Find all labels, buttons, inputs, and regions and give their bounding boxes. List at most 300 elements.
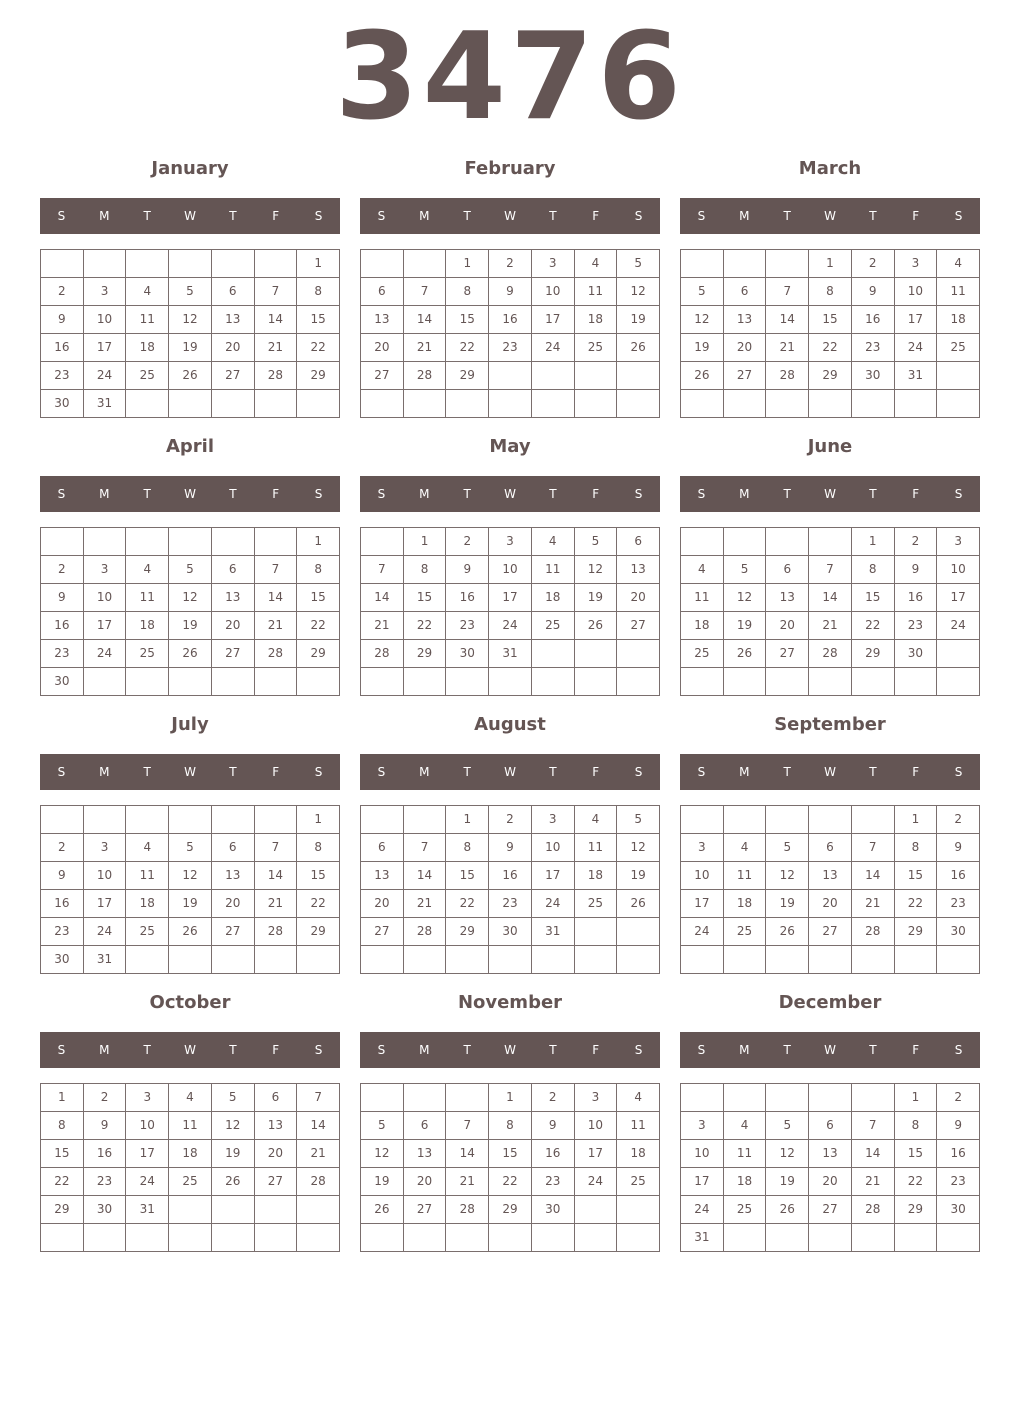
day-cell: 7 bbox=[297, 1084, 340, 1112]
empty-cell bbox=[852, 390, 895, 418]
day-cell: 31 bbox=[126, 1196, 169, 1224]
empty-cell bbox=[724, 390, 767, 418]
day-cell: 29 bbox=[297, 640, 340, 668]
day-cell: 19 bbox=[169, 334, 212, 362]
day-cell: 2 bbox=[852, 250, 895, 278]
day-cell: 20 bbox=[212, 890, 255, 918]
day-cell: 31 bbox=[532, 918, 575, 946]
day-cell: 29 bbox=[809, 362, 852, 390]
day-cell: 29 bbox=[489, 1196, 532, 1224]
day-cell: 9 bbox=[895, 556, 938, 584]
day-cell: 26 bbox=[169, 362, 212, 390]
day-cell: 28 bbox=[361, 640, 404, 668]
empty-cell bbox=[852, 1224, 895, 1252]
day-cell: 24 bbox=[575, 1168, 618, 1196]
weekday-label: M bbox=[99, 1043, 110, 1057]
empty-cell bbox=[937, 640, 980, 668]
day-cell: 25 bbox=[575, 334, 618, 362]
empty-cell bbox=[126, 250, 169, 278]
weekday-label: T bbox=[229, 487, 237, 501]
day-cell: 24 bbox=[84, 918, 127, 946]
weekday-label: T bbox=[549, 209, 557, 223]
empty-cell bbox=[212, 806, 255, 834]
weekday-label: T bbox=[229, 1043, 237, 1057]
day-cell: 15 bbox=[404, 584, 447, 612]
weekday-label: S bbox=[634, 765, 643, 779]
day-cell: 13 bbox=[212, 862, 255, 890]
day-cell: 3 bbox=[937, 528, 980, 556]
days-grid bbox=[40, 249, 340, 418]
day-cell: 15 bbox=[446, 862, 489, 890]
empty-cell bbox=[852, 668, 895, 696]
day-cell: 28 bbox=[404, 918, 447, 946]
empty-cell bbox=[404, 250, 447, 278]
day-cell: 8 bbox=[404, 556, 447, 584]
day-cell: 29 bbox=[446, 918, 489, 946]
day-cell: 5 bbox=[361, 1112, 404, 1140]
day-cell: 13 bbox=[617, 556, 660, 584]
day-cell: 4 bbox=[169, 1084, 212, 1112]
month-february bbox=[360, 150, 660, 418]
weekday-label: T bbox=[463, 487, 471, 501]
day-cell: 10 bbox=[681, 862, 724, 890]
weekday-header bbox=[360, 198, 660, 234]
empty-cell bbox=[575, 1224, 618, 1252]
empty-cell bbox=[575, 668, 618, 696]
day-cell: 6 bbox=[766, 556, 809, 584]
day-cell: 1 bbox=[297, 250, 340, 278]
day-cell: 31 bbox=[895, 362, 938, 390]
empty-cell bbox=[617, 668, 660, 696]
day-cell: 13 bbox=[766, 584, 809, 612]
empty-cell bbox=[575, 946, 618, 974]
weekday-label: S bbox=[377, 487, 386, 501]
empty-cell bbox=[681, 806, 724, 834]
empty-cell bbox=[937, 1224, 980, 1252]
day-cell: 20 bbox=[766, 612, 809, 640]
day-cell: 4 bbox=[126, 278, 169, 306]
day-cell: 19 bbox=[681, 334, 724, 362]
day-cell: 8 bbox=[895, 1112, 938, 1140]
day-cell: 18 bbox=[126, 334, 169, 362]
day-cell: 24 bbox=[532, 890, 575, 918]
empty-cell bbox=[766, 528, 809, 556]
day-cell: 29 bbox=[852, 640, 895, 668]
empty-cell bbox=[575, 1196, 618, 1224]
days-grid bbox=[40, 1083, 340, 1252]
day-cell: 17 bbox=[489, 584, 532, 612]
day-cell: 17 bbox=[575, 1140, 618, 1168]
day-cell: 13 bbox=[361, 862, 404, 890]
day-cell: 22 bbox=[297, 612, 340, 640]
day-cell: 20 bbox=[255, 1140, 298, 1168]
weekday-label: M bbox=[99, 209, 110, 223]
day-cell: 24 bbox=[532, 334, 575, 362]
empty-cell bbox=[255, 1196, 298, 1224]
day-cell: 15 bbox=[895, 1140, 938, 1168]
day-cell: 8 bbox=[895, 834, 938, 862]
day-cell: 29 bbox=[297, 362, 340, 390]
day-cell: 10 bbox=[84, 584, 127, 612]
day-cell: 13 bbox=[255, 1112, 298, 1140]
empty-cell bbox=[41, 250, 84, 278]
day-cell: 14 bbox=[852, 1140, 895, 1168]
day-cell: 22 bbox=[895, 890, 938, 918]
day-cell: 18 bbox=[724, 1168, 767, 1196]
day-cell: 17 bbox=[126, 1140, 169, 1168]
empty-cell bbox=[575, 918, 618, 946]
day-cell: 19 bbox=[617, 306, 660, 334]
empty-cell bbox=[681, 250, 724, 278]
day-cell: 20 bbox=[212, 334, 255, 362]
day-cell: 2 bbox=[41, 834, 84, 862]
day-cell: 22 bbox=[297, 334, 340, 362]
day-cell: 27 bbox=[361, 362, 404, 390]
day-cell: 19 bbox=[575, 584, 618, 612]
day-cell: 7 bbox=[446, 1112, 489, 1140]
day-cell: 18 bbox=[937, 306, 980, 334]
day-cell: 12 bbox=[169, 862, 212, 890]
month-january bbox=[40, 150, 340, 418]
empty-cell bbox=[681, 946, 724, 974]
day-cell: 14 bbox=[297, 1112, 340, 1140]
empty-cell bbox=[724, 668, 767, 696]
day-cell: 5 bbox=[766, 1112, 809, 1140]
day-cell: 3 bbox=[532, 806, 575, 834]
day-cell: 16 bbox=[41, 612, 84, 640]
day-cell: 27 bbox=[404, 1196, 447, 1224]
day-cell: 27 bbox=[212, 640, 255, 668]
weekday-label: W bbox=[824, 487, 836, 501]
empty-cell bbox=[41, 528, 84, 556]
day-cell: 28 bbox=[852, 1196, 895, 1224]
day-cell: 17 bbox=[895, 306, 938, 334]
weekday-label: M bbox=[739, 209, 750, 223]
day-cell: 15 bbox=[895, 862, 938, 890]
day-cell: 12 bbox=[617, 834, 660, 862]
day-cell: 4 bbox=[126, 556, 169, 584]
day-cell: 24 bbox=[681, 918, 724, 946]
day-cell: 2 bbox=[895, 528, 938, 556]
empty-cell bbox=[937, 668, 980, 696]
empty-cell bbox=[126, 668, 169, 696]
day-cell: 4 bbox=[126, 834, 169, 862]
day-cell: 10 bbox=[895, 278, 938, 306]
year-title: 3476 bbox=[335, 8, 685, 147]
weekday-label: W bbox=[824, 765, 836, 779]
weekday-label: S bbox=[697, 209, 706, 223]
weekday-label: T bbox=[549, 1043, 557, 1057]
day-cell: 13 bbox=[212, 584, 255, 612]
days-grid bbox=[40, 805, 340, 974]
day-cell: 18 bbox=[169, 1140, 212, 1168]
month-name: November bbox=[457, 992, 563, 1013]
day-cell: 9 bbox=[446, 556, 489, 584]
day-cell: 24 bbox=[84, 640, 127, 668]
weekday-label: W bbox=[184, 487, 196, 501]
day-cell: 10 bbox=[532, 834, 575, 862]
empty-cell bbox=[404, 390, 447, 418]
day-cell: 31 bbox=[84, 390, 127, 418]
empty-cell bbox=[361, 806, 404, 834]
day-cell: 15 bbox=[489, 1140, 532, 1168]
empty-cell bbox=[361, 390, 404, 418]
weekday-label: S bbox=[697, 487, 706, 501]
day-cell: 6 bbox=[361, 278, 404, 306]
day-cell: 9 bbox=[41, 862, 84, 890]
days-grid bbox=[680, 527, 980, 696]
day-cell: 25 bbox=[724, 918, 767, 946]
empty-cell bbox=[361, 528, 404, 556]
day-cell: 12 bbox=[169, 584, 212, 612]
empty-cell bbox=[809, 390, 852, 418]
day-cell: 27 bbox=[724, 362, 767, 390]
day-cell: 13 bbox=[809, 862, 852, 890]
month-name: July bbox=[171, 714, 209, 735]
day-cell: 23 bbox=[852, 334, 895, 362]
weekday-header bbox=[680, 198, 980, 234]
empty-cell bbox=[255, 806, 298, 834]
day-cell: 20 bbox=[617, 584, 660, 612]
day-cell: 28 bbox=[255, 362, 298, 390]
day-cell: 10 bbox=[575, 1112, 618, 1140]
empty-cell bbox=[681, 1084, 724, 1112]
day-cell: 7 bbox=[852, 1112, 895, 1140]
day-cell: 23 bbox=[41, 918, 84, 946]
day-cell: 9 bbox=[84, 1112, 127, 1140]
day-cell: 25 bbox=[937, 334, 980, 362]
day-cell: 11 bbox=[937, 278, 980, 306]
weekday-label: T bbox=[463, 1043, 471, 1057]
day-cell: 3 bbox=[84, 556, 127, 584]
empty-cell bbox=[489, 668, 532, 696]
day-cell: 22 bbox=[852, 612, 895, 640]
day-cell: 21 bbox=[446, 1168, 489, 1196]
month-name: June bbox=[807, 436, 853, 457]
day-cell: 18 bbox=[126, 890, 169, 918]
day-cell: 4 bbox=[681, 556, 724, 584]
empty-cell bbox=[404, 668, 447, 696]
day-cell: 1 bbox=[895, 1084, 938, 1112]
day-cell: 5 bbox=[681, 278, 724, 306]
empty-cell bbox=[532, 362, 575, 390]
day-cell: 23 bbox=[532, 1168, 575, 1196]
day-cell: 3 bbox=[126, 1084, 169, 1112]
empty-cell bbox=[255, 250, 298, 278]
weekday-label: S bbox=[697, 1043, 706, 1057]
day-cell: 21 bbox=[852, 1168, 895, 1196]
empty-cell bbox=[617, 1224, 660, 1252]
day-cell: 4 bbox=[937, 250, 980, 278]
day-cell: 11 bbox=[575, 278, 618, 306]
day-cell: 17 bbox=[937, 584, 980, 612]
weekday-label: S bbox=[57, 765, 66, 779]
weekday-label: S bbox=[314, 1043, 323, 1057]
empty-cell bbox=[809, 1084, 852, 1112]
day-cell: 6 bbox=[212, 556, 255, 584]
day-cell: 25 bbox=[126, 918, 169, 946]
day-cell: 4 bbox=[724, 1112, 767, 1140]
empty-cell bbox=[489, 390, 532, 418]
day-cell: 9 bbox=[41, 306, 84, 334]
empty-cell bbox=[489, 946, 532, 974]
day-cell: 16 bbox=[532, 1140, 575, 1168]
day-cell: 29 bbox=[41, 1196, 84, 1224]
weekday-header bbox=[360, 1032, 660, 1068]
empty-cell bbox=[852, 946, 895, 974]
day-cell: 3 bbox=[681, 834, 724, 862]
day-cell: 8 bbox=[297, 556, 340, 584]
empty-cell bbox=[255, 1224, 298, 1252]
weekday-label: F bbox=[592, 487, 600, 501]
day-cell: 2 bbox=[489, 806, 532, 834]
day-cell: 29 bbox=[404, 640, 447, 668]
day-cell: 8 bbox=[297, 278, 340, 306]
day-cell: 14 bbox=[404, 306, 447, 334]
empty-cell bbox=[617, 918, 660, 946]
weekday-label: T bbox=[143, 1043, 151, 1057]
weekday-label: M bbox=[739, 1043, 750, 1057]
weekday-label: T bbox=[869, 765, 877, 779]
day-cell: 16 bbox=[937, 1140, 980, 1168]
day-cell: 27 bbox=[809, 1196, 852, 1224]
weekday-label: F bbox=[272, 1043, 280, 1057]
weekday-label: M bbox=[99, 765, 110, 779]
weekday-label: F bbox=[912, 1043, 920, 1057]
days-grid bbox=[40, 527, 340, 696]
empty-cell bbox=[212, 946, 255, 974]
empty-cell bbox=[766, 668, 809, 696]
empty-cell bbox=[681, 668, 724, 696]
empty-cell bbox=[895, 668, 938, 696]
month-name: May bbox=[489, 436, 531, 457]
empty-cell bbox=[575, 362, 618, 390]
day-cell: 21 bbox=[809, 612, 852, 640]
weekday-label: F bbox=[272, 765, 280, 779]
weekday-header bbox=[40, 198, 340, 234]
day-cell: 18 bbox=[575, 862, 618, 890]
day-cell: 22 bbox=[895, 1168, 938, 1196]
day-cell: 26 bbox=[766, 1196, 809, 1224]
day-cell: 8 bbox=[446, 834, 489, 862]
weekday-header bbox=[680, 754, 980, 790]
weekday-label: F bbox=[592, 209, 600, 223]
day-cell: 25 bbox=[617, 1168, 660, 1196]
day-cell: 5 bbox=[212, 1084, 255, 1112]
day-cell: 11 bbox=[126, 306, 169, 334]
day-cell: 26 bbox=[724, 640, 767, 668]
weekday-label: S bbox=[314, 209, 323, 223]
empty-cell bbox=[361, 668, 404, 696]
day-cell: 23 bbox=[84, 1168, 127, 1196]
day-cell: 20 bbox=[809, 1168, 852, 1196]
day-cell: 26 bbox=[575, 612, 618, 640]
empty-cell bbox=[404, 1224, 447, 1252]
day-cell: 14 bbox=[255, 862, 298, 890]
day-cell: 9 bbox=[41, 584, 84, 612]
day-cell: 16 bbox=[446, 584, 489, 612]
day-cell: 9 bbox=[532, 1112, 575, 1140]
day-cell: 27 bbox=[361, 918, 404, 946]
day-cell: 4 bbox=[724, 834, 767, 862]
day-cell: 26 bbox=[617, 334, 660, 362]
weekday-label: T bbox=[783, 765, 791, 779]
empty-cell bbox=[84, 806, 127, 834]
empty-cell bbox=[895, 390, 938, 418]
day-cell: 9 bbox=[937, 1112, 980, 1140]
day-cell: 25 bbox=[575, 890, 618, 918]
empty-cell bbox=[617, 390, 660, 418]
weekday-label: W bbox=[504, 209, 516, 223]
day-cell: 14 bbox=[446, 1140, 489, 1168]
day-cell: 28 bbox=[446, 1196, 489, 1224]
day-cell: 20 bbox=[809, 890, 852, 918]
day-cell: 19 bbox=[169, 612, 212, 640]
day-cell: 11 bbox=[126, 584, 169, 612]
day-cell: 3 bbox=[895, 250, 938, 278]
empty-cell bbox=[937, 946, 980, 974]
weekday-label: S bbox=[954, 765, 963, 779]
day-cell: 9 bbox=[489, 278, 532, 306]
empty-cell bbox=[532, 668, 575, 696]
weekday-label: S bbox=[634, 487, 643, 501]
day-cell: 27 bbox=[766, 640, 809, 668]
day-cell: 24 bbox=[937, 612, 980, 640]
day-cell: 2 bbox=[937, 806, 980, 834]
day-cell: 5 bbox=[169, 834, 212, 862]
empty-cell bbox=[446, 946, 489, 974]
weekday-label: S bbox=[954, 487, 963, 501]
day-cell: 21 bbox=[255, 612, 298, 640]
weekday-label: W bbox=[184, 209, 196, 223]
empty-cell bbox=[361, 1224, 404, 1252]
day-cell: 12 bbox=[724, 584, 767, 612]
empty-cell bbox=[532, 640, 575, 668]
days-grid bbox=[680, 1083, 980, 1252]
month-name: January bbox=[151, 158, 229, 179]
empty-cell bbox=[724, 1084, 767, 1112]
day-cell: 6 bbox=[724, 278, 767, 306]
day-cell: 30 bbox=[41, 390, 84, 418]
empty-cell bbox=[361, 1084, 404, 1112]
day-cell: 28 bbox=[404, 362, 447, 390]
day-cell: 23 bbox=[937, 1168, 980, 1196]
weekday-label: F bbox=[912, 765, 920, 779]
day-cell: 13 bbox=[212, 306, 255, 334]
month-june bbox=[680, 428, 980, 696]
day-cell: 30 bbox=[446, 640, 489, 668]
empty-cell bbox=[169, 390, 212, 418]
day-cell: 1 bbox=[404, 528, 447, 556]
empty-cell bbox=[126, 946, 169, 974]
day-cell: 1 bbox=[446, 806, 489, 834]
day-cell: 15 bbox=[809, 306, 852, 334]
day-cell: 1 bbox=[489, 1084, 532, 1112]
day-cell: 22 bbox=[297, 890, 340, 918]
day-cell: 21 bbox=[404, 334, 447, 362]
empty-cell bbox=[212, 668, 255, 696]
day-cell: 8 bbox=[852, 556, 895, 584]
empty-cell bbox=[766, 1224, 809, 1252]
weekday-label: F bbox=[592, 1043, 600, 1057]
day-cell: 7 bbox=[255, 278, 298, 306]
empty-cell bbox=[126, 1224, 169, 1252]
weekday-label: T bbox=[549, 765, 557, 779]
empty-cell bbox=[724, 528, 767, 556]
day-cell: 24 bbox=[489, 612, 532, 640]
day-cell: 12 bbox=[766, 1140, 809, 1168]
day-cell: 10 bbox=[84, 306, 127, 334]
